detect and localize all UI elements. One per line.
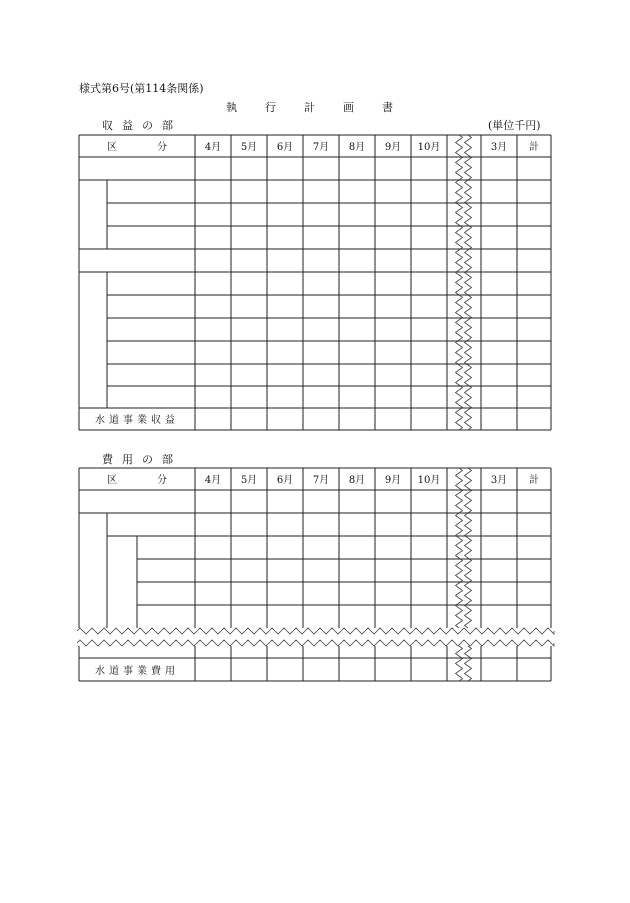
expense-section-title: 費用の部	[102, 453, 182, 466]
break-mark-horizontal	[77, 628, 554, 634]
expense-column-header: 5月	[240, 475, 258, 486]
break-mark-vertical	[465, 646, 472, 681]
unit-label: (単位千円)	[488, 119, 541, 132]
revenue-category-header: 区 分	[107, 142, 167, 153]
revenue-column-header: 3月	[490, 142, 508, 153]
document-title: 執行計画書	[226, 101, 421, 114]
break-mark-horizontal	[77, 640, 554, 646]
expense-column-header: 8月	[348, 475, 366, 486]
revenue-column-header: 9月	[384, 142, 402, 153]
revenue-column-header: 4月	[204, 142, 222, 153]
revenue-column-header: 計	[529, 142, 539, 153]
expense-column-header: 3月	[490, 475, 508, 486]
break-mark-vertical	[456, 468, 463, 628]
form-number: 様式第6号(第114条関係)	[79, 82, 204, 95]
expense-total-label: 水道事業費用	[95, 666, 179, 677]
expense-column-header: 4月	[204, 475, 222, 486]
revenue-column-header: 10月	[417, 142, 441, 153]
revenue-total-label: 水道事業収益	[95, 415, 179, 426]
expense-column-header: 10月	[417, 475, 441, 486]
revenue-column-header: 5月	[240, 142, 258, 153]
expense-column-header: 7月	[312, 475, 330, 486]
revenue-column-header: 7月	[312, 142, 330, 153]
break-mark-vertical	[465, 468, 472, 628]
expense-column-header: 9月	[384, 475, 402, 486]
revenue-column-header: 6月	[276, 142, 294, 153]
break-mark-vertical	[456, 646, 463, 681]
expense-column-header: 6月	[276, 475, 294, 486]
revenue-section-title: 収益の部	[102, 119, 182, 132]
revenue-column-header: 8月	[348, 142, 366, 153]
expense-column-header: 計	[529, 475, 539, 486]
expense-category-header: 区 分	[107, 475, 167, 486]
